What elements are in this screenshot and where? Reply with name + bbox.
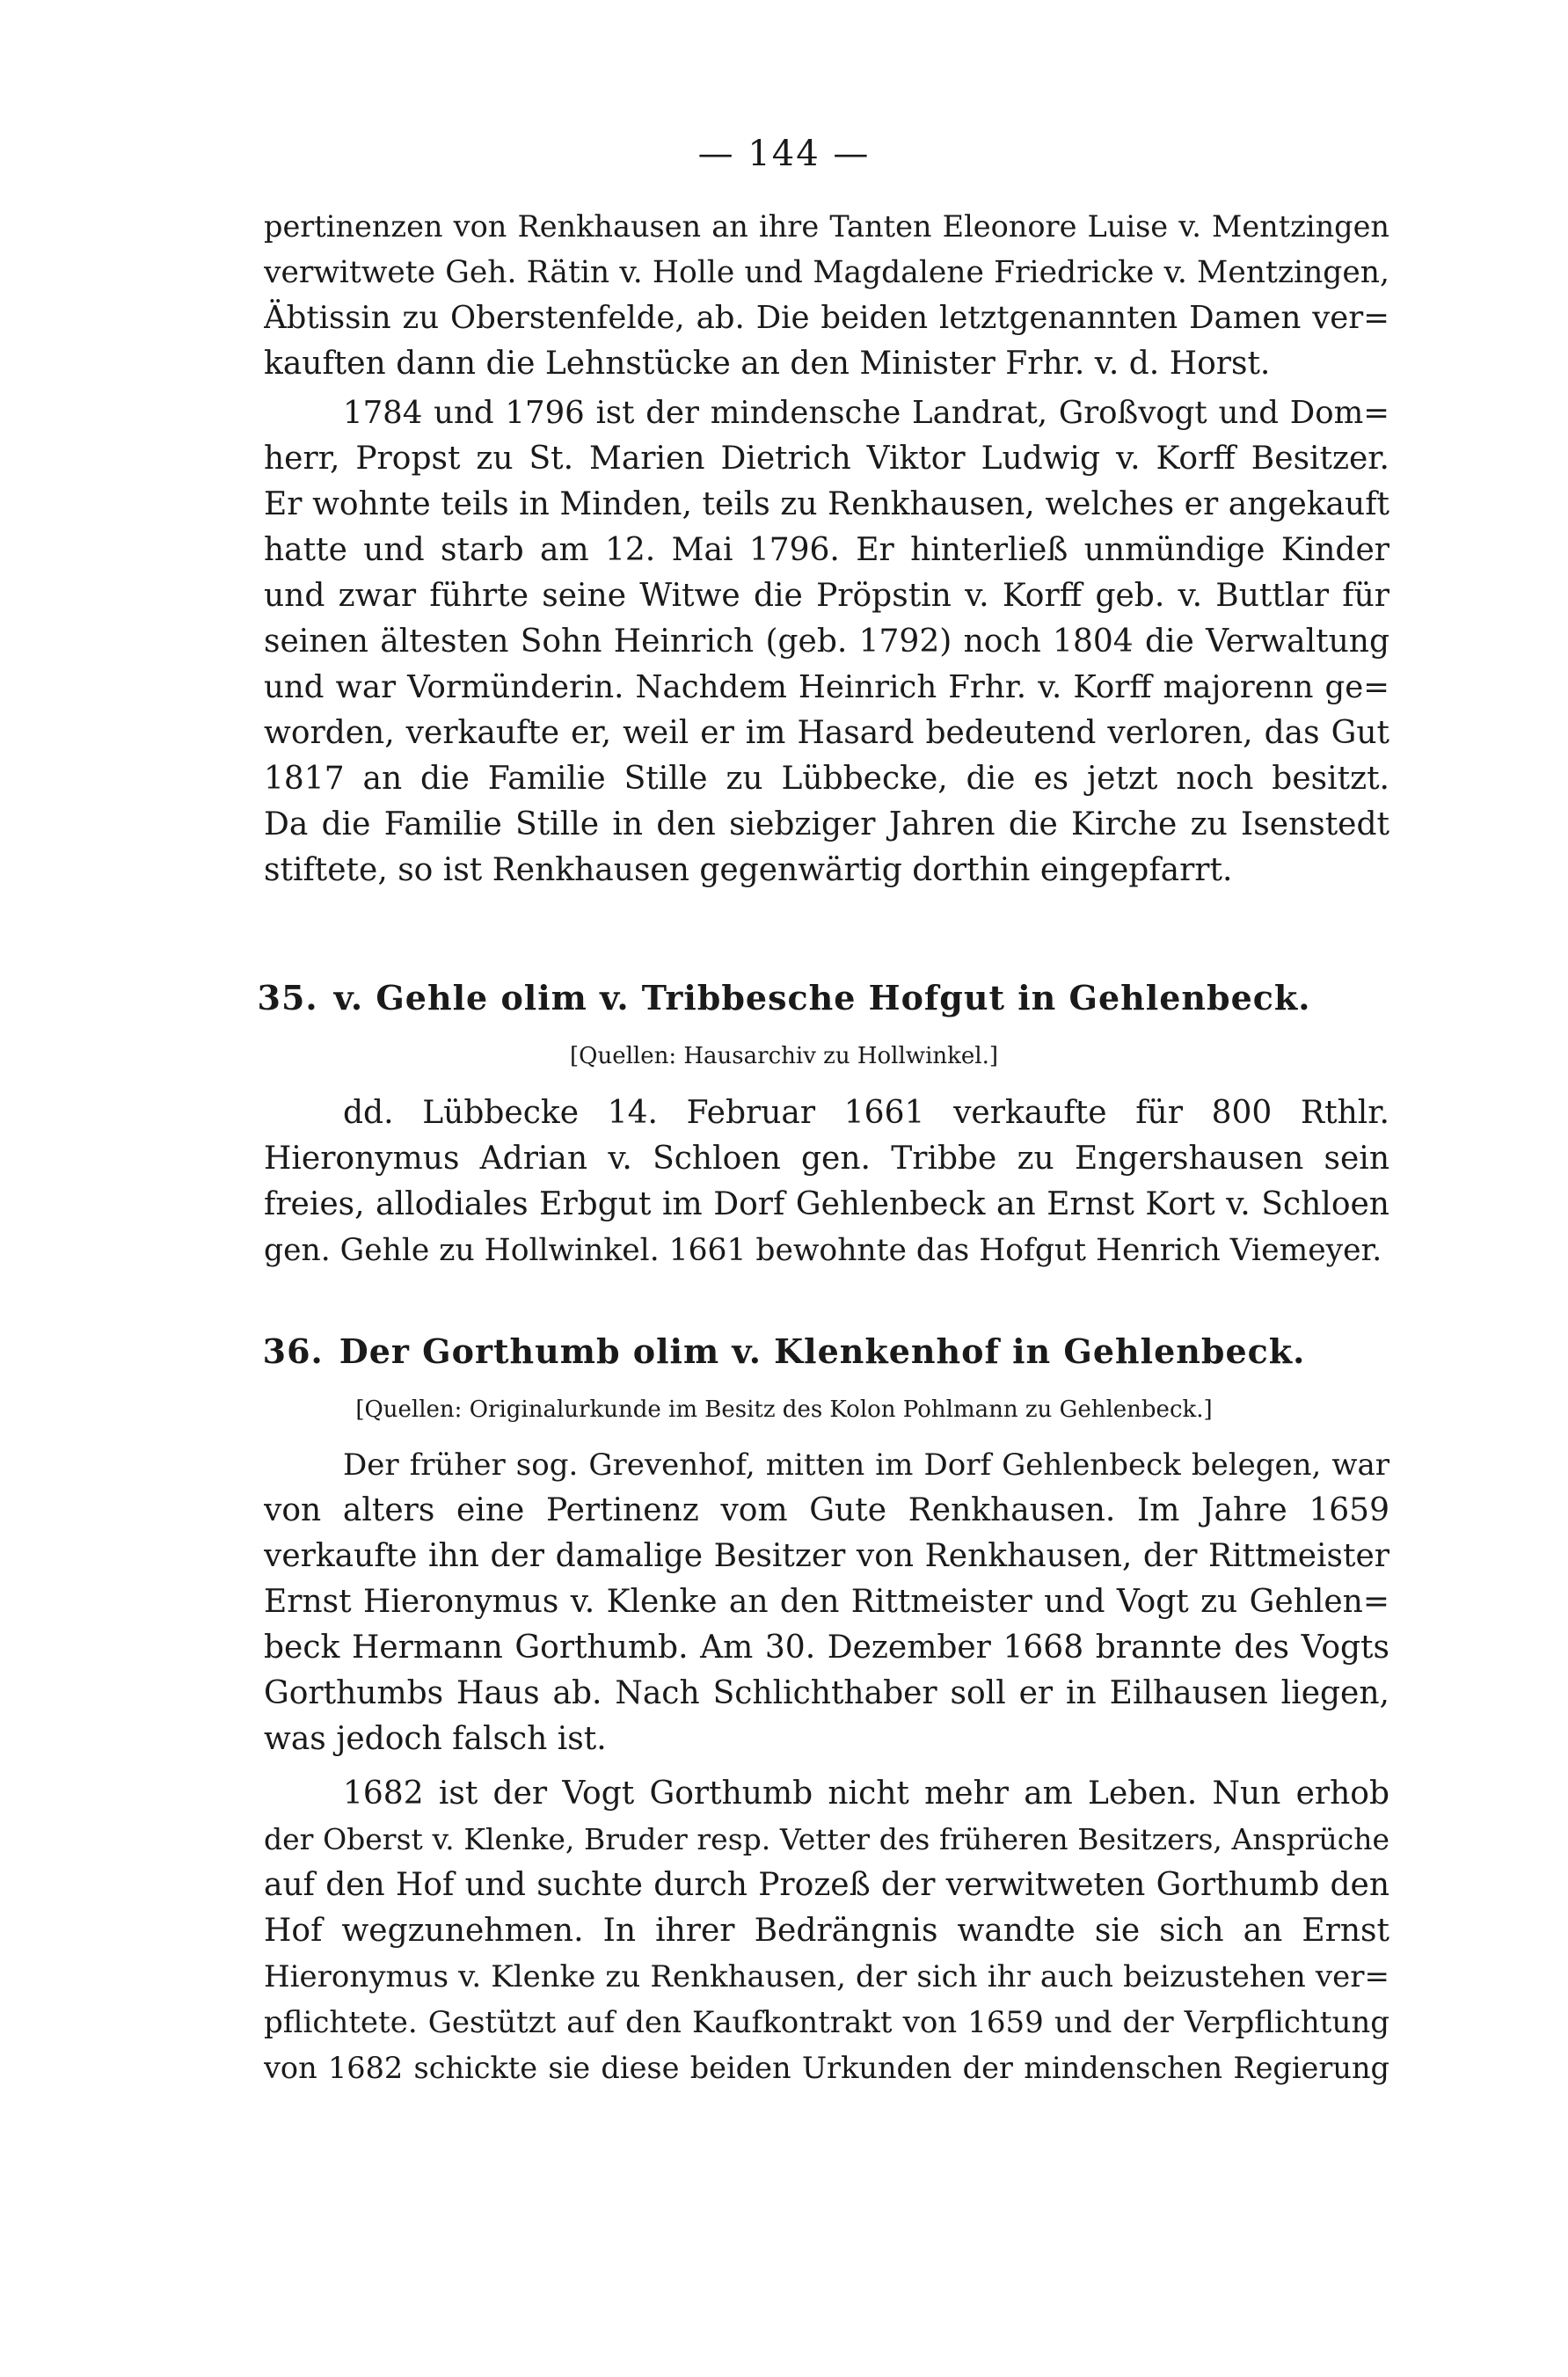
text-line: von alters eine Pertinenz vom Gute Renkhausen. Im Jahre 1659 xyxy=(264,1492,1389,1528)
text-line: pertinenzen von Renkhausen an ihre Tanten Eleonore Luise v. Mentzingen xyxy=(264,209,1389,244)
text-line: seinen ältesten Sohn Heinrich (geb. 1792) noch 1804 die Verwaltung xyxy=(264,623,1389,660)
text-line: von 1682 schickte sie diese beiden Urkunden der mindenschen Regierung xyxy=(264,2051,1389,2085)
text-line: kauften dann die Lehnstücke an den Minister Frhr. v. d. Horst. xyxy=(264,346,1271,382)
section-36-paragraph-1 xyxy=(264,1442,1389,1762)
text-line: und zwar führte seine Witwe die Pröpstin v. Korff geb. v. Buttlar für xyxy=(264,578,1389,614)
text-line: Gorthumbs Haus ab. Nach Schlichthaber soll er in Eilhausen liegen, xyxy=(264,1675,1389,1711)
section-number: 35. xyxy=(257,978,318,1017)
text-line: auf den Hof und suchte durch Prozeß der verwitweten Gorthumb den xyxy=(264,1867,1389,1903)
section-number: 36. xyxy=(262,1331,324,1371)
paragraph-continuation xyxy=(264,204,1389,387)
section-title: v. Gehle olim v. Tribbesche Hofgut in Gehlenbeck. xyxy=(333,978,1311,1017)
text-line: verwitwete Geh. Rätin v. Holle und Magdalene Friedricke v. Mentzingen, xyxy=(264,255,1389,290)
text-line: Äbtissin zu Oberstenfelde, ab. Die beiden letztgenannten Damen ver= xyxy=(264,300,1389,336)
text-line: 1817 an die Familie Stille zu Lübbecke, die es jetzt noch besitzt. xyxy=(264,761,1389,797)
text-line: und war Vormünderin. Nachdem Heinrich Frhr. v. Korff majorenn ge= xyxy=(264,669,1389,705)
text-line: 1682 ist der Vogt Gorthumb nicht mehr am Leben. Nun erhob xyxy=(343,1775,1389,1812)
section-35-body xyxy=(264,1090,1389,1273)
text-line: was jedoch falsch ist. xyxy=(264,1721,607,1757)
text-line: Da die Familie Stille in den siebziger Jahren die Kirche zu Isenstedt xyxy=(264,806,1389,842)
section-36-paragraph-2 xyxy=(264,1771,1389,2091)
section-36-heading xyxy=(0,1331,1568,1371)
text-line: beck Hermann Gorthumb. Am 30. Dezember 1668 brannte des Vogts xyxy=(264,1630,1389,1666)
text-line: hatte und starb am 12. Mai 1796. Er hinterließ unmündige Kinder xyxy=(264,532,1389,568)
section-35-source: [Quellen: Hausarchiv zu Hollwinkel.] xyxy=(570,1043,998,1069)
text-line: worden, verkaufte er, weil er im Hasard bedeutend verloren, das Gut xyxy=(264,715,1389,751)
text-line: Ernst Hieronymus v. Klenke an den Rittmeister und Vogt zu Gehlen= xyxy=(264,1584,1389,1620)
section-35-heading xyxy=(0,978,1568,1017)
page-number: — 144 — xyxy=(697,134,871,174)
text-line: Hof wegzunehmen. In ihrer Bedrängnis wandte sie sich an Ernst xyxy=(264,1913,1389,1949)
text-line: stiftete, so ist Renkhausen gegenwärtig dorthin eingepfarrt. xyxy=(264,852,1233,888)
text-line: dd. Lübbecke 14. Februar 1661 verkaufte für 800 Rthlr. xyxy=(343,1095,1389,1131)
text-line: verkaufte ihn der damalige Besitzer von Renkhausen, der Rittmeister xyxy=(264,1538,1389,1574)
text-line: Hieronymus v. Klenke zu Renkhausen, der sich ihr auch beizustehen ver= xyxy=(264,1959,1389,1994)
paragraph-korff xyxy=(264,390,1389,893)
text-line: freies, allodiales Erbgut im Dorf Gehlenbeck an Ernst Kort v. Schloen xyxy=(264,1186,1389,1222)
text-line: der Oberst v. Klenke, Bruder resp. Vetter des früheren Besitzers, Ansprüche xyxy=(264,1822,1389,1856)
section-36-source: [Quellen: Originalurkunde im Besitz des Kolon Pohlmann zu Gehlenbeck.] xyxy=(355,1396,1213,1423)
text-line: herr, Propst zu St. Marien Dietrich Viktor Ludwig v. Korff Besitzer. xyxy=(264,441,1389,477)
text-line: Hieronymus Adrian v. Schloen gen. Tribbe zu Engershausen sein xyxy=(264,1141,1389,1177)
text-line: gen. Gehle zu Hollwinkel. 1661 bewohnte das Hofgut Henrich Viemeyer. xyxy=(264,1233,1382,1268)
text-line: Er wohnte teils in Minden, teils zu Renkhausen, welches er angekauft xyxy=(264,486,1389,522)
text-line: 1784 und 1796 ist der mindensche Landrat, Großvogt und Dom= xyxy=(343,395,1389,431)
text-line: Der früher sog. Grevenhof, mitten im Dorf Gehlenbeck belegen, war xyxy=(343,1447,1389,1483)
section-title: Der Gorthumb olim v. Klenkenhof in Gehlenbeck. xyxy=(339,1331,1306,1371)
text-line: pflichtete. Gestützt auf den Kaufkontrakt von 1659 und der Verpflichtung xyxy=(264,2005,1389,2040)
